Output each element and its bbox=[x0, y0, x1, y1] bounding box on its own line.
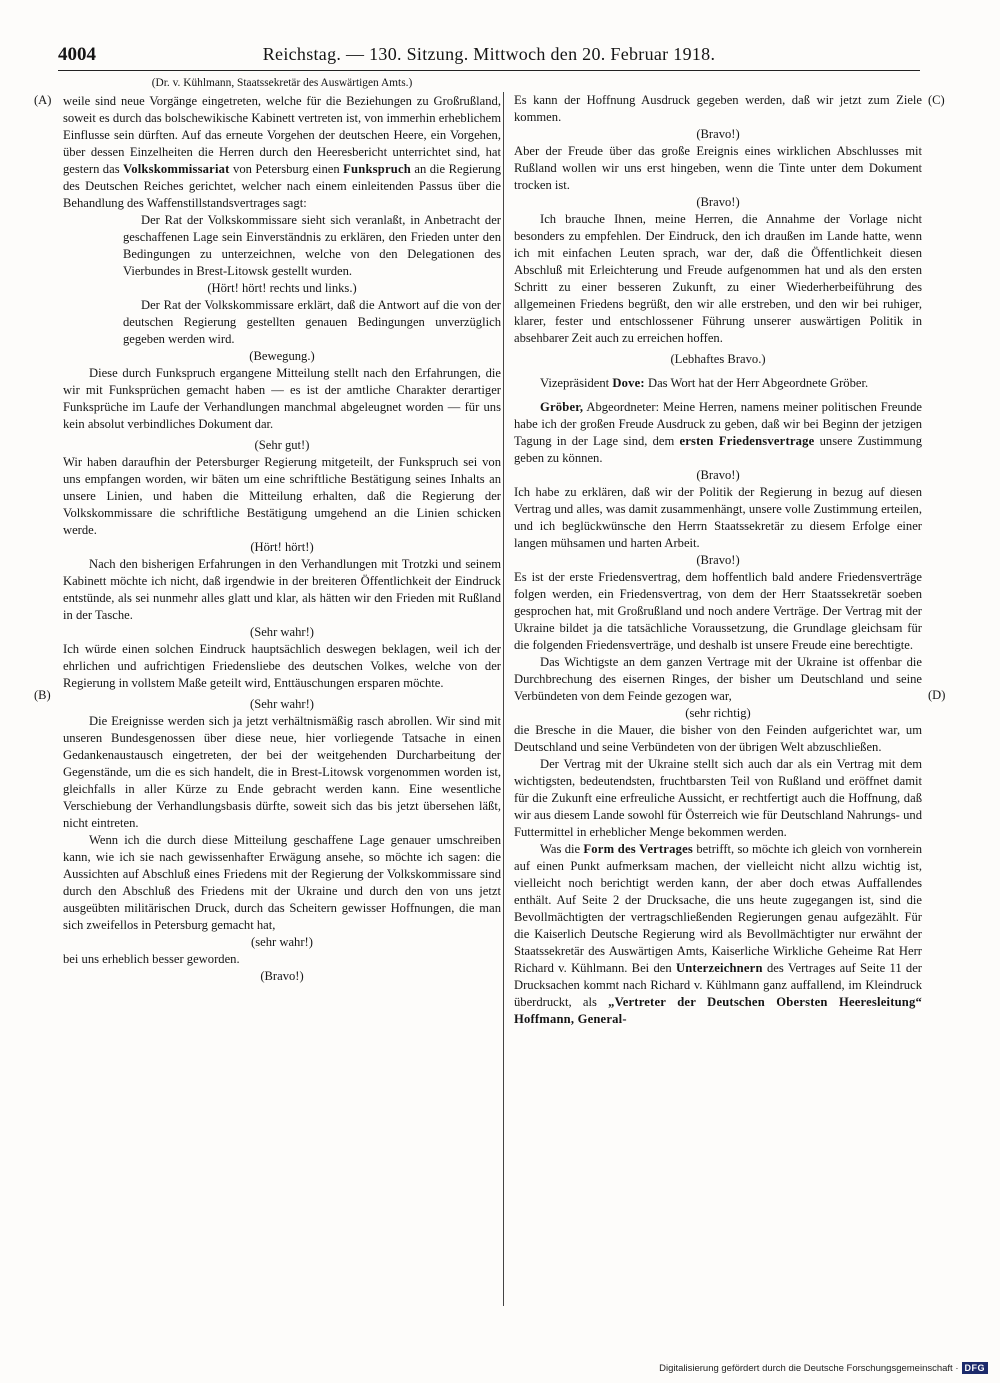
paragraph: Nach den bisherigen Erfahrungen in den Verhandlungen mit Trotzki und seinem Kabinett möchte ich nicht, daß irgendwie in der breiteren Öffentlichkeit der Eindruck entstünde, als sei nunmehr alles glatt und klar, als hätten wir den Frieden mit Rußland in der Tasche. bbox=[63, 557, 501, 622]
speaker-name: Dove: bbox=[612, 376, 645, 390]
paragraph: Ich habe zu erklären, daß wir der Politik der Regierung in bezug auf diesen Vertrag und alles, was damit zusammenhängt, unsere volle Zustimmung erteilen, und ich beglückwünsche den Herrn Staatssekretär zu diesem Erfolge einer langen mühsamen und harten Arbeit. bbox=[514, 485, 922, 550]
bold-term: Volkskommissariat bbox=[123, 162, 230, 176]
interjection: (Hört! hört!) bbox=[250, 540, 314, 554]
interjection: (Sehr wahr!) bbox=[250, 697, 314, 711]
margin-mark-a: (A) bbox=[34, 93, 52, 107]
paragraph: Aber der Freude über das große Ereignis eines wirklichen Abschlusses mit Rußland wollen wir uns erst hingeben, wenn die Tinte unter dem Dokument trocken ist. bbox=[514, 144, 922, 192]
interjection: (sehr richtig) bbox=[685, 706, 751, 720]
paragraph: die Bresche in die Mauer, die bisher von den Feinden aufgerichtet war, um Deutschland und seine Verbündeten von der übrigen Welt abzuschließen. bbox=[514, 723, 922, 754]
margin-mark-d: (D) bbox=[928, 688, 946, 702]
credit-text: Digitalisierung gefördert durch die Deutsche Forschungsgemeinschaft · bbox=[659, 1362, 959, 1374]
paragraph: Was die Form des Vertrages betrifft, so möchte ich gleich von vornherein auf einen Punkt aufmerksam machen, der vielleicht nicht allzu wichtig ist, vielleicht noch berichtigt werden kann, der aber doch etwas Auffallendes enthält. Auf Seite 2 der Drucksache, die uns heute zugegangen ist, sind die Bevollmächtigten der vertragschließenden Regierungen genau aufgezählt. Für die Kaiserlich Deutsche Regierung wird als Bevollmächtigter nur erwähnt der Staatssekretär des Auswärtigen Amts, Kaiserliche Wirkliche Geheime Rat Herr Richard v. Kühlmann. Bei den Unterzeichnern des Vertrages auf Seite 11 der Drucksachen kommt nach Richard v. Kühlmann ganz auffallend, im Kleindruck überdruckt, als „Vertreter der Deutschen Obersten Heeresleitung“ Hoffmann, General- bbox=[514, 842, 922, 1026]
interjection: (Hört! hört! rechts und links.) bbox=[207, 281, 357, 295]
paragraph: Diese durch Funkspruch ergangene Mitteilung stellt nach den Erfahrungen, die wir mit Funksprüchen gemacht haben — es ist der amtliche Charakter derartiger Funksprüche im Laufe der Verhandlungen manchmal abgeleugnet worden — für uns kein absolut verbindliches Dokument dar. bbox=[63, 366, 501, 431]
bold-term: Funkspruch bbox=[343, 162, 411, 176]
digitization-credit bbox=[659, 1362, 988, 1374]
paragraph: Das Wichtigste an dem ganzen Vertrage mit der Ukraine ist offenbar die Durchbrechung des eisernen Ringes, der bisher um Deutschland und seine Verbündeten von dem Feinde gezogen war, bbox=[514, 655, 922, 703]
right-column bbox=[514, 92, 922, 1028]
interjection: (Bravo!) bbox=[260, 969, 304, 983]
bold-term: Form des Vertrages bbox=[583, 842, 693, 856]
interjection: (Bravo!) bbox=[696, 468, 740, 482]
paragraph: Der Vertrag mit der Ukraine stellt sich auch dar als ein Vertrag mit dem wichtigsten, bedeutendsten, fruchtbarsten Teil von Rußland und eröffnet damit für die Zukunft eine erfreuliche Aussicht, er rechtfertigt auch die Hoffnung, daß wir aus diesem Lande sowohl für Österreich wie für Deutschland Nahrungs- und Futtermittel in erheblicher Menge bekommen werden. bbox=[514, 757, 922, 839]
speaker-name: Gröber, bbox=[540, 400, 584, 414]
dfg-logo: DFG bbox=[962, 1362, 989, 1374]
margin-mark-c: (C) bbox=[928, 93, 945, 107]
paragraph: Ich brauche Ihnen, meine Herren, die Annahme der Vorlage nicht besonders zu empfehlen. Der Eindruck, den ich draußen im Lande hatte, wenn ich mit einfachen Leuten sprach, war der, daß die Öffentlichkeit diesen Abschluß mit Erleichterung und Freude aufgenommen hat und als den ersten Schritt zu einer besseren Zukunft, zu einer Wiederherbeiführung des allgemeinen Friedens begrüßt, den wir alle erstreben, und den wir bei ruhiger, klarer, fester und entschlossener Führung unserer auswärtigen Politik in absehbarer Zeit auch zu erreichen hoffen. bbox=[514, 212, 922, 345]
quotation: Der Rat der Volkskommissare erklärt, daß die Antwort auf die von der deutschen Regierung gestellten genauen Bedingungen unverzüglich gegeben werden wird. bbox=[123, 298, 501, 346]
interjection: (Bravo!) bbox=[696, 195, 740, 209]
running-title: Reichstag. — 130. Sitzung. Mittwoch den 20. Februar 1918. bbox=[262, 44, 716, 64]
paragraph: Ich würde einen solchen Eindruck hauptsächlich deswegen beklagen, weil ich der ehrlichen und aufrichtigen Friedensliebe des deutschen Volkes, welche von der Regierung in vollstem Maße geteilt wird, Enttäuschungen ersparen möchte. bbox=[63, 642, 501, 690]
bold-term: „Vertreter der Deutschen Obersten Heeresleitung“ Hoffmann, General- bbox=[514, 995, 922, 1026]
paragraph: Es ist der erste Friedensvertrag, dem hoffentlich bald andere Friedensverträge folgen werden, ein Friedensvertrag, von dem der Herr Staatssekretär soeben gesprochen hat, mit Großrußland und noch andere Verträge. Der Vertrag mit der Ukraine bildet ja die tatsächliche Voraussetzung, die Grundlage gleichsam für die folgenden Friedensverträge, und deshalb ist unsere Freude eine berechtigte. bbox=[514, 570, 922, 652]
paragraph: Vizepräsident Dove: Das Wort hat der Herr Abgeordnete Gröber. bbox=[540, 376, 869, 390]
interjection: (Bravo!) bbox=[696, 553, 740, 567]
paragraph: Die Ereignisse werden sich ja jetzt verhältnismäßig rasch abrollen. Wir sind mit unseren Bundesgenossen über diese neue, hier vorliegende Tatsache in einen Gedankenaustausch eingetreten, der bei der weitgehenden Durcharbeitung der Gegenstände, um die es sich handelt, die in Brest-Litowsk vorgenommen worden ist, gleichfalls in aller Kürze zu Ende gebracht werden kann. Eine wesentliche Verschiebung der Verhandlungsbasis dürfte, soweit sich das bis jetzt übersehen läßt, nicht eintreten. bbox=[63, 714, 501, 830]
interjection: (Sehr wahr!) bbox=[250, 625, 314, 639]
interjection: (Bewegung.) bbox=[249, 349, 315, 363]
margin-mark-b: (B) bbox=[34, 688, 51, 702]
quotation: Der Rat der Volkskommissare sieht sich veranlaßt, in Anbetracht der geschaffenen Lage sein Einverständnis zu erklären, den Frieden unter den Bedingungen zu unterzeichnen, welche von den Delegationen des Vierbundes in Brest-Litowsk gestellt wurden. bbox=[123, 213, 501, 278]
interjection: (sehr wahr!) bbox=[251, 935, 313, 949]
paragraph: bei uns erheblich besser geworden. bbox=[63, 952, 240, 966]
paragraph: Es kann der Hoffnung Ausdruck gegeben werden, daß wir jetzt zum Ziele kommen. bbox=[514, 93, 922, 124]
bold-term: Unterzeichnern bbox=[675, 961, 763, 975]
paragraph: Wir haben daraufhin der Petersburger Regierung mitgeteilt, der Funkspruch sei von uns empfangen worden, wir bäten um eine schriftliche Bestätigung seines Inhalts an unsere Linien, und haben die Mitteilung erhalten, daß die Regierung der Volkskommissare die schriftliche Bestätigung umgehend an die Linien schicken werde. bbox=[63, 455, 501, 537]
bold-term: ersten Friedensvertrage bbox=[679, 434, 815, 448]
speaker-attribution: (Dr. v. Kühlmann, Staatssekretär des Auswärtigen Amts.) bbox=[151, 77, 413, 89]
page-number: 4004 bbox=[58, 44, 96, 65]
paragraph: Gröber, Abgeordneter: Meine Herren, namens meiner politischen Freunde habe ich der großen Freude Ausdruck zu geben, daß wir bei Beginn der jetzigen Tagung in der Lage sind, dem ersten Friedensvertrage unsere Zustimmung geben zu können. bbox=[514, 400, 922, 465]
interjection: (Sehr gut!) bbox=[254, 438, 310, 452]
page-header bbox=[58, 40, 920, 71]
interjection: (Bravo!) bbox=[696, 127, 740, 141]
interjection: (Lebhaftes Bravo.) bbox=[670, 352, 766, 366]
left-column bbox=[63, 75, 501, 985]
paragraph: weile sind neue Vorgänge eingetreten, welche für die Beziehungen zu Großrußland, soweit es durch das bolschewikische Kabinett vertreten ist, von immerhin erheblichem Einflusse sein dürften. Auf das erneute Vorgehen der deutschen Heere, ein Vorgehen, über dessen Einzelheiten die Herren durch den Heeresbericht unterrichtet sind, hat gestern das Volkskommissariat von Petersburg einen Funkspruch an die Regierung des Deutschen Reiches gerichtet, welcher nach einem einleitenden Passus über die Behandlung des Waffenstillstandsvertrages sagt: bbox=[63, 94, 502, 210]
column-divider bbox=[503, 92, 504, 1306]
paragraph: Wenn ich die durch diese Mitteilung geschaffene Lage genauer umschreiben kann, wie ich sie nach gewissenhafter Erwägung ansehe, so möchte ich sagen: die Aussichten auf Abschluß eines Friedens mit der Regierung der Volkskommissare sind durch den Abschluß des Friedens mit der Ukraine und durch den von uns jetzt ausgeübten militärischen Druck, durch das Scheitern gewisser Hoffnungen, die man sich zweifellos in Petersburg gemacht hat, bbox=[63, 833, 501, 932]
